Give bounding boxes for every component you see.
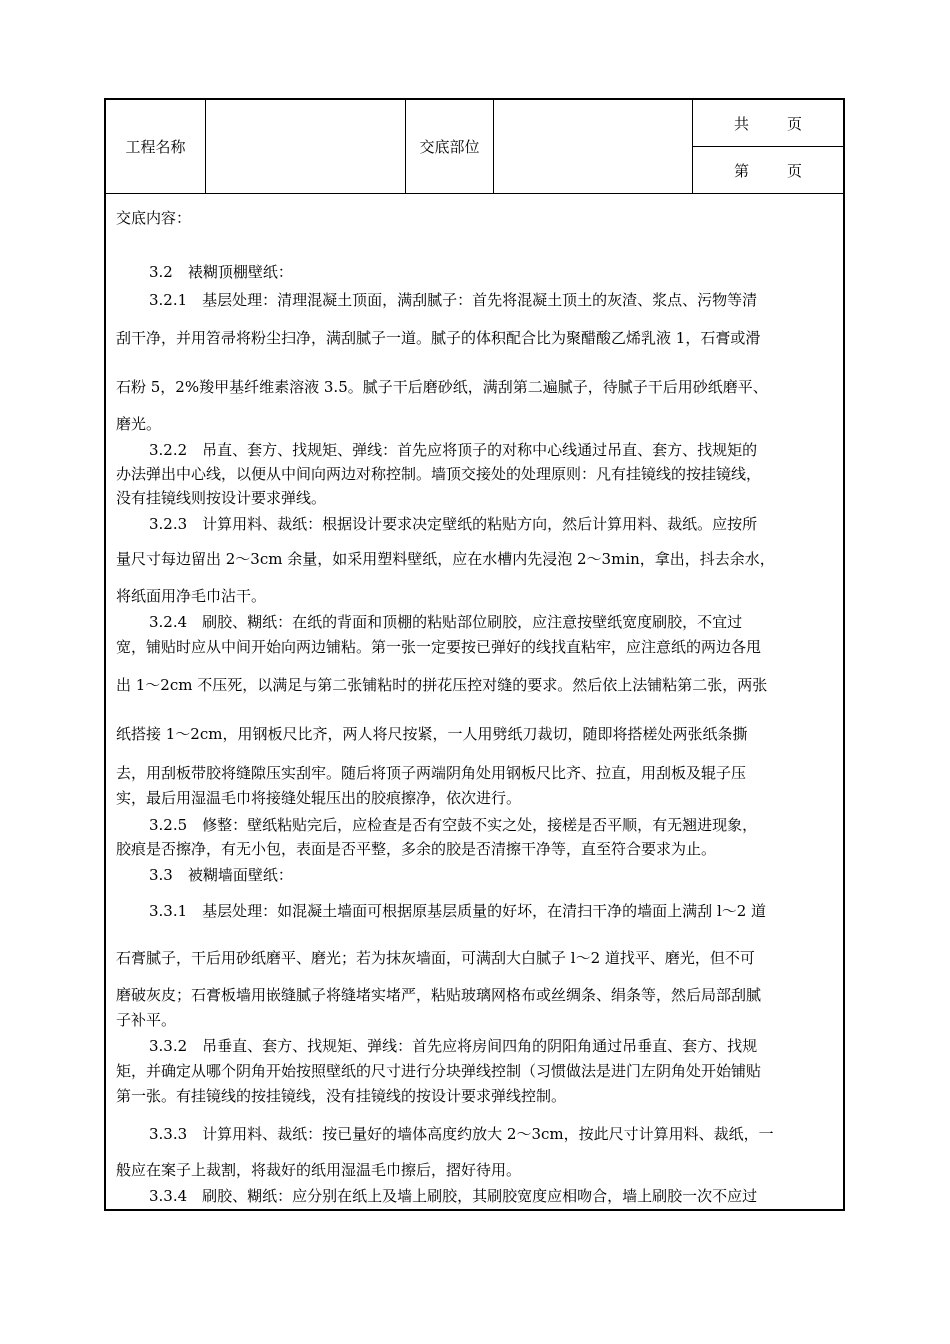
location-value [494,100,693,193]
content-line: 去，用刮板带胶将缝隙压实刮牢。随后将顶子两端阴角处用钢板尺比齐、拉直，用刮板及辊子压 [116,764,747,782]
content-line: 3.2.2 吊直、套方、找规矩、弹线：首先应将顶子的对称中心线通过吊直、套方、找规矩的 [149,441,758,459]
location-label: 交底部位 [406,100,494,193]
content-line: 3.3.2 吊垂直、套方、找规矩、弹线：首先应将房间四角的阴阳角通过吊垂直、套方、找规 [149,1037,758,1055]
content-line: 3.3.3 计算用料、裁纸：按已量好的墙体高度约放大 2～3cm，按此尺寸计算用料、裁纸，一 [149,1125,774,1143]
page-label-b: 页 [787,161,803,180]
content-line: 磨破灰皮；石膏板墙用嵌缝腻子将缝堵实堵严，粘贴玻璃网格布或丝绸条、绢条等，然后局部刮腻 [116,986,762,1004]
content-line: 般应在案子上裁割，将裁好的纸用湿温毛巾擦后，摺好待用。 [116,1161,522,1179]
content-line: 将纸面用净毛巾沾干。 [116,587,267,605]
content-line: 没有挂镜线则按设计要求弹线。 [116,489,327,507]
content-line: 胶痕是否擦净，有无小包，表面是否平整，多余的胶是否清擦干净等，直至符合要求为止。 [116,840,717,858]
project-name-value [206,100,406,193]
project-name-label: 工程名称 [106,100,206,193]
total-pages-label-b: 页 [787,114,803,133]
content-line: 3.2.4 刷胶、糊纸：在纸的背面和顶棚的粘贴部位刷胶，应注意按壁纸宽度刷胶，不宜过 [149,613,743,631]
content-heading: 交底内容： [116,209,192,227]
total-pages-row [693,100,843,147]
content-line: 宽，铺贴时应从中间开始向两边铺粘。第一张一定要按已弹好的线找直粘牢，应注意纸的两边各甩 [116,638,762,656]
page-number-row [693,147,843,193]
page-label-a: 第 [733,161,749,180]
content-line: 石粉 5，2%羧甲基纤维素溶液 3.5。腻子干后磨砂纸，满刮第二遍腻子，待腻子干后用砂纸磨平、 [116,378,768,396]
content-line: 3.3.4 刷胶、糊纸：应分别在纸上及墙上刷胶，其刷胶宽度应相吻合，墙上刷胶一次不应过 [149,1187,758,1205]
content-line: 纸搭接 1～2cm，用钢板尺比齐，两人将尺按紧，一人用劈纸刀裁切，随即将搭槎处两张纸条撕 [116,725,748,743]
content-line: 办法弹出中心线，以便从中间向两边对称控制。墙顶交接处的处理原则：凡有挂镜线的按挂镜线， [116,465,762,483]
content-line: 3.3.1 基层处理：如混凝土墙面可根据原基层质量的好坏，在清扫干净的墙面上满刮 l～2 道 [149,902,767,920]
content-line: 3.2 裱糊顶棚壁纸： [149,263,293,281]
content-line: 3.2.3 计算用料、裁纸：根据设计要求决定壁纸的粘贴方向，然后计算用料、裁纸。应按所 [149,515,758,533]
content-line: 第一张。有挂镜线的按挂镜线，没有挂镜线的按设计要求弹线控制。 [116,1087,567,1105]
content-line: 石膏腻子，干后用砂纸磨平、磨光；若为抹灰墙面，可满刮大白腻子 l～2 道找平、磨光，但不可 [116,949,755,967]
content-line: 出 1～2cm 不压死，以满足与第二张铺粘时的拼花压控对缝的要求。然后依上法铺粘第二张，两张 [116,676,768,694]
document-frame [104,98,845,1211]
content-line: 矩，并确定从哪个阴角开始按照壁纸的尺寸进行分块弹线控制（习惯做法是进门左阴角处开始铺贴 [116,1062,762,1080]
content-line: 子补平。 [116,1011,177,1029]
content-line: 3.2.5 修整：壁纸粘贴完后，应检查是否有空鼓不实之处，接槎是否平顺，有无翘进现象， [149,816,758,834]
content-line: 磨光。 [116,415,162,433]
total-pages-label-a: 共 [733,114,749,133]
content-line: 3.2.1 基层处理：清理混凝土顶面，满刮腻子：首先将混凝土顶土的灰渣、浆点、污物等清 [149,291,758,309]
content-line: 3.3 被糊墙面壁纸： [149,866,293,884]
header-table [106,100,843,194]
content-line: 刮干净，并用笤帚将粉尘扫净，满刮腻子一道。腻子的体积配合比为聚醋酸乙烯乳液 1，石膏或滑 [116,329,761,347]
content-line: 实，最后用湿温毛巾将接缝处辊压出的胶痕擦净，依次进行。 [116,789,522,807]
page-count-cell [693,100,843,193]
content-line: 量尺寸每边留出 2～3cm 余量，如采用塑料壁纸，应在水槽内先浸泡 2～3min，拿出，抖去余水， [116,550,775,568]
